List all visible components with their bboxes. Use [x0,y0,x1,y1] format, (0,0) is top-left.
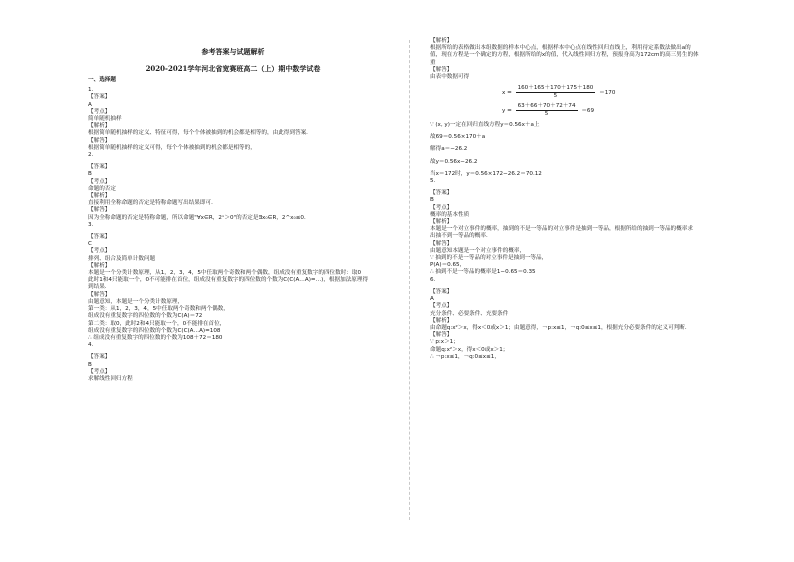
text-line: 3. [88,221,94,228]
column-divider [409,40,410,520]
text-line: 直接利用全称命题的否定是特称命题写出结果即可． [88,200,217,207]
text-line: A [430,296,434,303]
text-line: 【解析】 [430,219,453,226]
text-line: 6. [430,276,436,283]
text-line: B [88,361,92,368]
text-line: ∴ ￢p:x≤1，￢q:0≤x≤1， [430,353,500,360]
text-line: 【考点】 [88,248,111,255]
text-line: C [88,241,92,248]
text-line: 命题q:x²＞x，得x＜0或x＞1； [430,346,509,353]
text-line: 【答案】 [88,164,111,171]
equation-y-mean [502,103,730,118]
text-line: 命题的否定 [88,185,116,192]
text-line: 【考点】 [88,178,111,185]
text-line: 由题意知本题是一个对立事件的概率， [430,247,526,254]
left-column [88,47,378,383]
text-line: 【解析】 [88,262,111,269]
text-line: 【解析】 [88,123,111,130]
text-line: 2. [88,152,94,159]
text-line: 故69＝0.56×170＋a [430,134,486,141]
text-line: 【答案】 [88,94,111,101]
text-line: 【解答】 [88,137,111,144]
text-line: 本题是一个分类计数原理，从1，2，3，4，5中任取两个奇数和两个偶数，组成没有重复数字的四位数时：取0 [88,270,362,277]
document-title: 参考答案与试题解析 [201,47,265,56]
text-line: 概率的基本性质 [430,211,470,218]
text-line: 【答案】 [430,288,453,295]
text-line: 【答案】 [88,354,111,361]
text-line: 【考点】 [430,204,453,211]
text-line: 5. [430,178,436,185]
text-line: 【解答】 [88,207,111,214]
text-line: 【解析】 [430,317,453,324]
text-line: 组成没有重复数字的四位数的个数为C(A)＝72 [88,313,203,320]
text-line: 第二类：取0，此时2和4只能取一个，0不能排在首位， [88,320,226,327]
equation-lhs: x = [502,90,512,97]
text-line: 根据简单随机抽样的定义可得，每个个体被抽到的机会都是相等的， [88,144,256,151]
text-line: 组成没有重复数字的四位数的个数为C(C(A…A)=108 [88,327,221,334]
text-line: 到结果． [88,284,111,291]
equation-rhs: ＝170 [599,90,616,97]
equation-lhs: y = [502,107,512,114]
equation-rhs: ＝69 [581,107,595,114]
text-line: 重 [430,59,436,66]
text-line: 排列、组合及简单计数问题 [88,255,156,262]
text-line: B [430,197,434,204]
fraction-denominator: 5 [544,110,549,117]
text-line: 当x＝172时，y＝0.56×172−26.2＝70.12 [430,170,542,177]
mean-equations [502,85,730,118]
text-line: 充分条件、必要条件、充要条件 [430,310,509,317]
exam-title: 2020-2021学年河北省宽赛班高二（上）期中数学试卷 [145,64,321,73]
text-line: 【考点】 [88,368,111,375]
text-line: 【考点】 [430,303,453,310]
equation-x-mean [502,85,730,100]
text-line: ∵ p:x＞1； [430,339,459,346]
text-line: 【答案】 [88,234,111,241]
text-line: 【考点】 [88,108,111,115]
text-line: 出抽不到一等品的概率． [430,233,492,240]
text-line: A [88,101,92,108]
text-line: 4. [88,342,94,349]
text-line: 第一类：从1，2，3，4，5中任取两个奇数和两个偶数， [88,306,229,313]
text-line: ∵ (x, y)一定在回归直线方程y＝0.56x＋a上 [430,122,540,129]
text-line: 【解析】 [430,38,453,44]
text-line: 【解答】 [430,66,453,73]
text-line: 【解答】 [430,332,453,339]
text-line: ∴ 组成没有重复数字的四位数的个数为108＋72＝180 [88,334,223,341]
fraction-numerator: 160＋165＋170＋175＋180 [516,85,596,93]
text-line: ∵ 抽到的不是一等品的对立事件是抽到一等品， [430,255,548,262]
text-line: 根据简单随机抽样的定义、特征可得，每个个体被抽到的机会都是相等的，由此得到答案． [88,130,312,137]
right-body-bottom [430,122,730,361]
text-line: 【解答】 [88,291,111,298]
text-line: 解得a＝−26.2 [430,146,468,153]
left-body [88,87,378,383]
text-line: 由命题q:x²＞x，得x＜0或x＞1；由题意得，￢p:x≤1，￢q:0≤x≤1，根据充分必要条件的定义可判断． [430,324,691,331]
right-body-top [430,38,730,81]
text-line: 值，现在方程是一个确定的方程，根据所给的x的值，代入线性回归方程，预报身高为172cm的高三男生的体 [430,52,699,59]
right-column [430,38,730,361]
text-line: 【解析】 [88,193,111,200]
fraction [516,85,596,100]
text-line: 由表中数据可得 [430,74,470,81]
text-line: 此时1和4只能取一个，0不可能排在首位，组成没有重复数字的四位数的个数为C(C(A…A)=…)，根据加法原理得 [88,277,369,284]
text-line: P(A)＝0.65， [430,262,466,269]
text-line: ∴ 抽到不是一等品的概率是1−0.65＝0.35 [430,269,536,276]
text-line: 故y＝0.56x−26.2 [430,158,478,165]
text-line: B [88,171,92,178]
text-line: 由题意知，本题是一个分类计数原理， [88,298,184,305]
text-line: 根据所给的表格做出本组数据的样本中心点，根据样本中心点在线性回归直线上，利用待定系数法做出a的 [430,45,691,52]
text-line: 1. [88,87,94,94]
text-line: 简单随机抽样 [88,116,122,123]
text-line: 因为全称命题的否定是特称命题，所以命题"∀x∈R，2ˣ＞0"的否定是∃x₀∈R，2^x₀≤0． [88,214,310,221]
fraction-numerator: 63＋66＋70＋72＋74 [516,103,578,111]
text-line: 【答案】 [430,190,453,197]
section-heading: 一、选择题 [88,77,116,83]
fraction [516,103,578,118]
text-line: 本题是一个对立事件的概率，抽到的不是一等品的对立事件是抽到一等品，根据所给的抽到一等品的概率求 [430,226,693,233]
text-line: 【解答】 [430,240,453,247]
text-line: 求解线性回归方程 [88,375,133,382]
fraction-denominator: 5 [553,93,558,100]
